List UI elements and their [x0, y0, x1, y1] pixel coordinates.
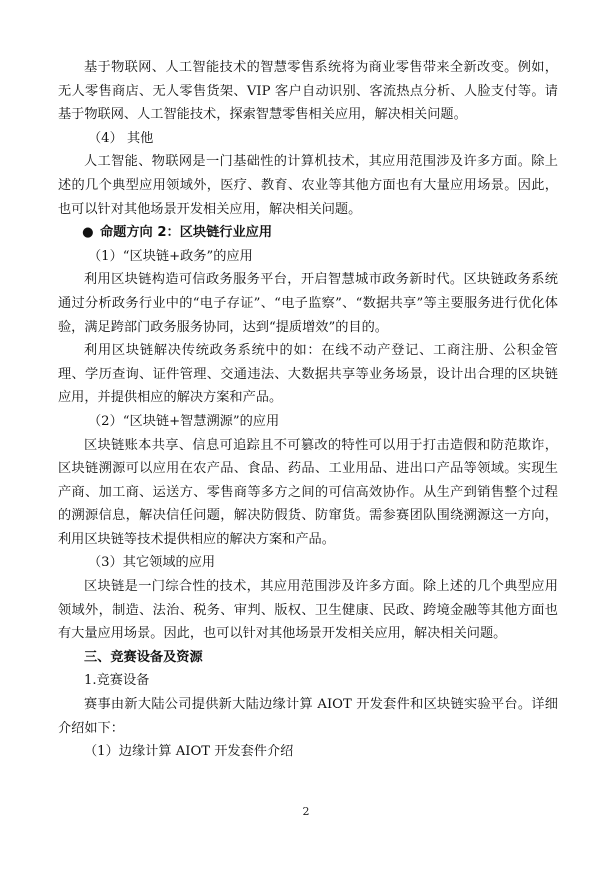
paragraph-government-platform: 利用区块链构造可信政务服务平台，开启智慧城市政务新时代。区块链政务系统通过分析政务行业中的“电子存证”、“电子监察”、“数据共享”等主要服务进行优化体验，满足跨部门政务服务协同，达到“提质增效”的目的。: [58, 272, 558, 335]
item-blockchain-traceability: （2）“区块链+智慧溯源”的应用: [88, 413, 280, 429]
page-content: [58, 56, 558, 764]
paragraph-smart-retail: 基于物联网、人工智能技术的智慧零售系统将为商业零售带来全新改变。例如，无人零售商店、无人零售货架、VIP 客户自动识别、客流热点分析、人脸支付等。请基于物联网、人工智能技术，探索智慧零售相关应用，解决相关问题。: [58, 60, 558, 123]
item-other: （4） 其他: [88, 130, 154, 146]
subheading-equipment: 1.竞赛设备: [84, 673, 150, 689]
item-blockchain-government: （1）“区块链+政务”的应用: [88, 248, 253, 264]
paragraph-equipment-intro: 赛事由新大陆公司提供新大陆边缘计算 AIOT 开发套件和区块链实验平台。详细介绍如下：: [58, 697, 558, 736]
paragraph-ai-iot-other: 人工智能、物联网是一门基础性的计算机技术，其应用范围涉及许多方面。除上述的几个典型应用领域外，医疗、教育、农业等其他方面也有大量应用场景。因此，也可以针对其他场景开发相关应用，解决相关问题。: [58, 154, 558, 217]
bullet-heading-text: 命题方向 2：区块链行业应用: [100, 225, 273, 241]
bullet-heading-direction-2: [58, 221, 558, 245]
paragraph-traceability: 区块链账本共享、信息可追踪且不可篡改的特性可以用于打击造假和防范欺诈，区块链溯源可以应用在农产品、食品、药品、工业用品、进出口产品等领域。实现生产商、加工商、运送方、零售商等多方之间的可信高效协作。从生产到销售整个过程的溯源信息，解决信任问题，解决防假货、防窜货。需参赛团队围绕溯源这一方向，利用区块链等技术提供相应的解决方案和产品。: [58, 437, 558, 547]
bullet-dot-icon: ●: [82, 225, 94, 241]
item-aiot-kit: （1）边缘计算 AIOT 开发套件介绍: [84, 744, 294, 760]
paragraph-blockchain-other: 区块链是一门综合性的技术，其应用范围涉及许多方面。除上述的几个典型应用领域外，制造、法治、税务、审判、版权、卫生健康、民政、跨境金融等其他方面也有大量应用场景。因此，也可以针对其他场景开发相关应用，解决相关问题。: [58, 579, 558, 642]
paragraph-government-scenarios: 利用区块链解决传统政务系统中的如：在线不动产登记、工商注册、公积金管理、学历查询、证件管理、交通违法、大数据共享等业务场景，设计出合理的区块链应用，并提供相应的解决方案和产品。: [58, 343, 558, 406]
page-number: 2: [302, 805, 310, 818]
section-heading-equipment: 三、竞赛设备及资源: [84, 649, 203, 665]
item-other-fields: （3）其它领域的应用: [88, 555, 216, 571]
